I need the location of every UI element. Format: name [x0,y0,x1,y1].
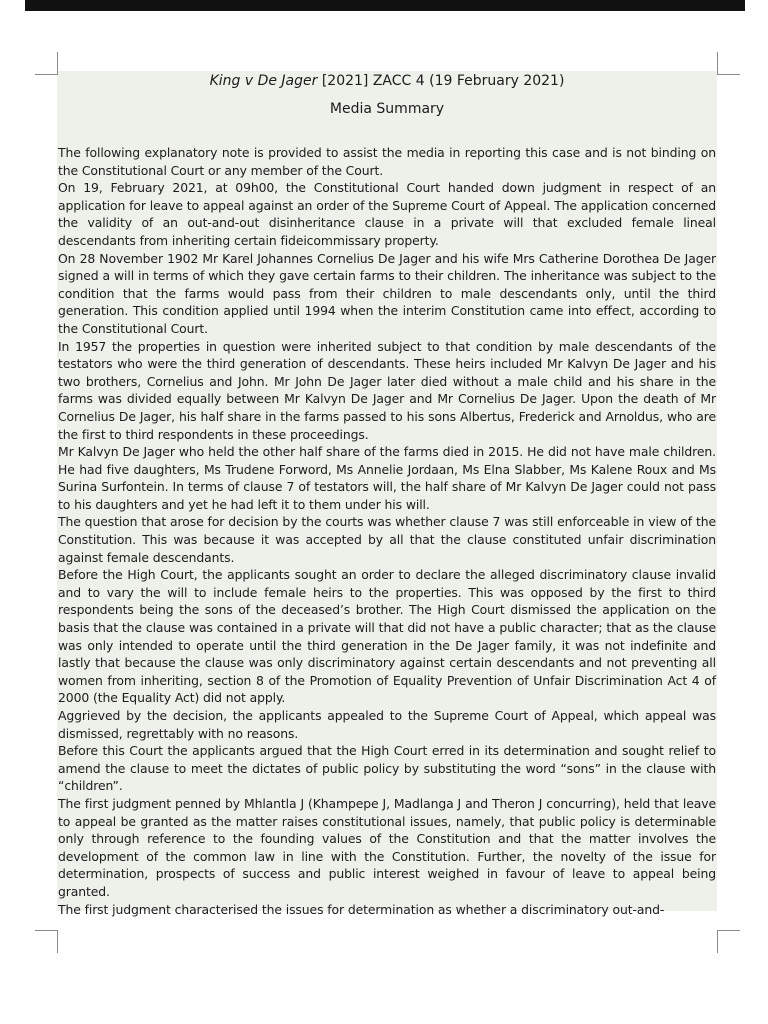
paragraph: In 1957 the properties in question were inherited subject to that condition by male descendants of the testators who were the third generation of descendants. These heirs included Mr Kalvyn De Jager and his two brothers, Cornelius and John. Mr John De Jager later died without a male child and his share in the farms was divided equally between Mr Kalvyn De Jager and Mr Cornelius De Jager. Upon the death of Mr Cornelius De Jager, his half share in the farms passed to his sons Albertus, Frederick and Arnoldus, who are the first to third respondents in these proceedings. [58,338,716,442]
top-border-bar [25,0,745,11]
summary-body [58,144,716,918]
crop-mark-bottom-right [717,930,740,953]
paragraph: The first judgment characterised the issues for determination as whether a discriminatory out-and- [58,901,665,917]
paragraph: On 19, February 2021, at 09h00, the Constitutional Court handed down judgment in respect of an application for leave to appeal against an order of the Supreme Court of Appeal. The application concerned the validity of an out-and-out disinheritance clause in a private will that excluded female lineal descendants from inheriting certain fideicommissary property. [58,180,716,248]
case-citation: [2021] ZACC 4 (19 February 2021) [317,73,565,89]
paragraph: Before the High Court, the applicants sought an order to declare the alleged discriminatory clause invalid and to vary the will to include female heirs to the properties. This was opposed by the first to third respondents being the sons of the deceased’s brother. The High Court dismissed the application on the basis that the clause was contained in a private will that did not have a public character; that as the clause was only intended to operate until the third generation in the De Jager family, it was not indefinite and lastly that because the clause was only discriminatory against certain descendants and not preventing all women from inheriting, section 8 of the Promotion of Equality Prevention of Unfair Discrimination Act 4 of 2000 (the Equality Act) did not apply. [58,567,716,706]
document-title [58,72,716,90]
paragraph: The question that arose for decision by the courts was whether clause 7 was still enforceable in view of the Constitution. This was because it was accepted by all that the clause constituted unfair discrimination against female descendants. [58,514,716,565]
case-name: King v De Jager [209,73,318,89]
paragraph: Before this Court the applicants argued that the High Court erred in its determination and sought relief to amend the clause to meet the dictates of public policy by substituting the word “sons” in the clause with “children”. [58,743,716,794]
paragraph: The following explanatory note is provided to assist the media in reporting this case and is not binding on the Constitutional Court or any member of the Court. [58,145,716,178]
paragraph: Mr Kalvyn De Jager who held the other half share of the farms died in 2015. He did not have male children. He had five daughters, Ms Trudene Forword, Ms Annelie Jordaan, Ms Elna Slabber, Ms Kalene Roux and Ms Surina Surfontein. In terms of clause 7 of testators will, the half share of Mr Kalvyn De Jager could not pass to his daughters and yet he had left it to them under his will. [58,444,716,512]
document-content [58,72,716,918]
crop-mark-top-left [35,52,58,75]
crop-mark-bottom-left [35,930,58,953]
crop-mark-top-right [717,52,740,75]
paragraph: The first judgment penned by Mhlantla J (Khampepe J, Madlanga J and Theron J concurring), held that leave to appeal be granted as the matter raises constitutional issues, namely, that public policy is determinable only through reference to the founding values of the Constitution and that the matter involves the development of the common law in line with the Constitution. Further, the novelty of the issue for determination, prospects of success and public interest weighed in favour of leave to appeal being granted. [58,795,716,899]
paragraph: On 28 November 1902 Mr Karel Johannes Cornelius De Jager and his wife Mrs Catherine Dorothea De Jager signed a will in terms of which they gave certain farms to their children. The inheritance was subject to the condition that the farms would pass from their children to male descendants only, until the third generation. This condition applied until 1994 when the interim Constitution came into effect, according to the Constitutional Court. [58,250,716,336]
document-subtitle: Media Summary [329,101,445,117]
paragraph: Aggrieved by the decision, the applicants appealed to the Supreme Court of Appeal, which appeal was dismissed, regrettably with no reasons. [58,708,716,741]
